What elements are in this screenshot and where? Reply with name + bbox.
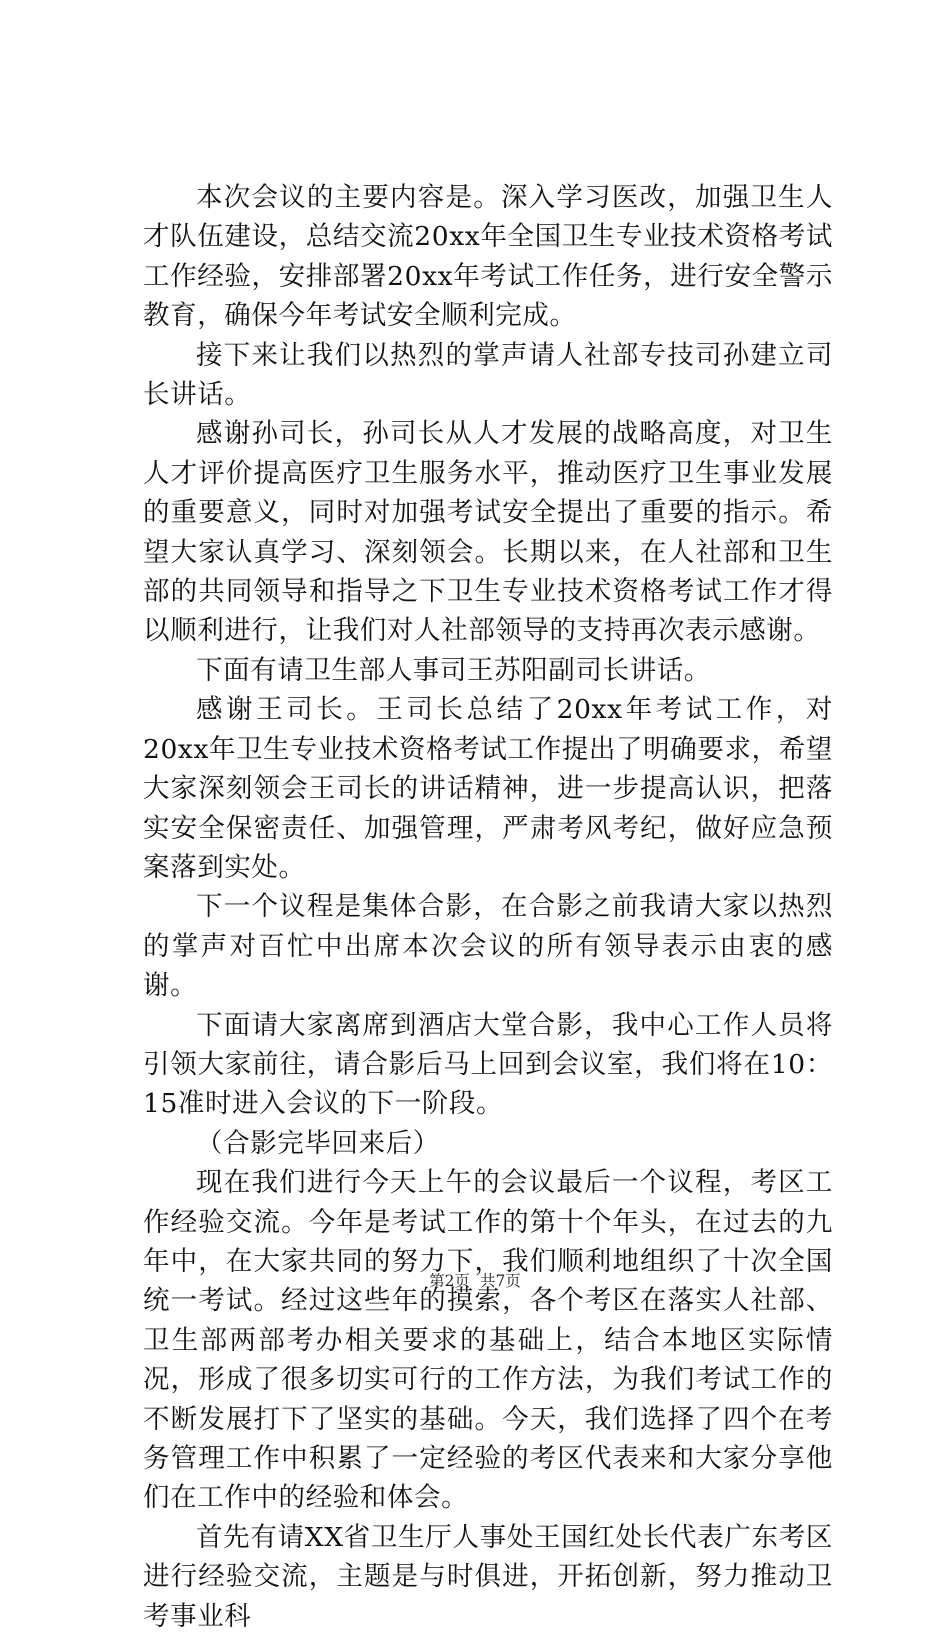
paragraph-experience-exchange: 现在我们进行今天上午的会议最后一个议程，考区工作经验交流。今年是考试工作的第十个年头，在过去的九年中，在大家共同的努力下，我们顺利地组织了十次全国统一考试。经过这些年的摸索，各个考区在落实人社部、卫生部两部考办相关要求的基础上，结合本地区实际情况，形成了很多切实可行的工作方法，为我们考试工作的不断发展打下了坚实的基础。今天，我们选择了四个在考务管理工作中积累了一定经验的考区代表来和大家分享他们在工作中的经验和体会。 <box>143 1167 833 1514</box>
page-total: 共7页 <box>480 1272 521 1290</box>
paragraph-photo-arrangement: 下面请大家离席到酒店大堂合影，我中心工作人员将引领大家前往，请合影后马上回到会议室，我们将在10：15准时进入会议的下一阶段。 <box>143 1009 833 1120</box>
page-footer <box>0 1271 950 1291</box>
paragraph-after-photo-note: （合影完毕回来后） <box>196 1127 440 1159</box>
paragraph-first-speaker: 首先有请XX省卫生厅人事处王国红处长代表广东考区进行经验交流，主题是与时俱进，开拓创新，努力推动卫考事业科 <box>143 1521 833 1632</box>
paragraph-meeting-content: 本次会议的主要内容是。深入学习医改，加强卫生人才队伍建设，总结交流20xx年全国卫生专业技术资格考试工作经验，安排部署20xx年考试工作任务，进行安全警示教育，确保今年考试安全顺利完成。 <box>143 182 833 332</box>
paragraph-group-photo: 下一个议程是集体合影，在合影之前我请大家以热烈的掌声对百忙中出席本次会议的所有领导表示由衷的感谢。 <box>143 891 833 1002</box>
page-number: 第2页 <box>429 1272 470 1290</box>
document-body <box>143 178 833 1636</box>
paragraph-thanks-wang: 感谢王司长。王司长总结了20xx年考试工作，对20xx年卫生专业技术资格考试工作提出了明确要求，希望大家深刻领会王司长的讲话精神，进一步提高认识，把落实安全保密责任、加强管理，严肃考风考纪，做好应急预案落到实处。 <box>143 694 833 883</box>
paragraph-thanks-sun: 感谢孙司长，孙司长从人才发展的战略高度，对卫生人才评价提高医疗卫生服务水平，推动医疗卫生事业发展的重要意义，同时对加强考试安全提出了重要的指示。希望大家认真学习、深刻领会。长期以来，在人社部和卫生部的共同领导和指导之下卫生专业技术资格考试工作才得以顺利进行，让我们对人社部领导的支持再次表示感谢。 <box>143 418 833 647</box>
paragraph-invite-sun: 接下来让我们以热烈的掌声请人社部专技司孙建立司长讲话。 <box>143 339 833 411</box>
paragraph-invite-wang: 下面有请卫生部人事司王苏阳副司长讲话。 <box>196 654 711 686</box>
